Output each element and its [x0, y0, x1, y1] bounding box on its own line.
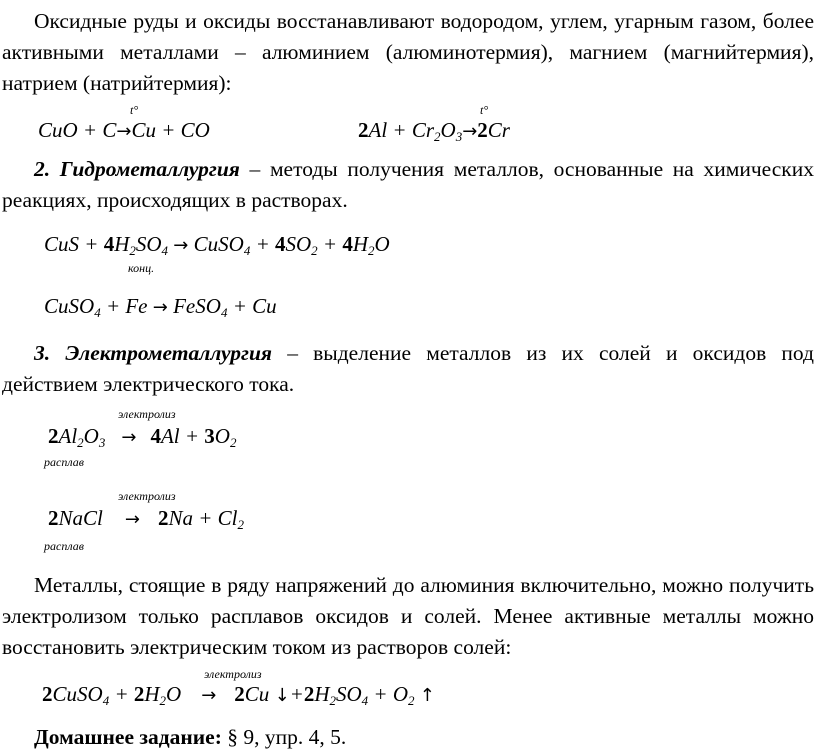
- homework-line: Домашнее задание: § 9, упр. 4, 5.: [34, 725, 347, 749]
- condition-heat-1: t°: [130, 103, 139, 117]
- arrow-icon: →: [201, 685, 217, 706]
- paragraph-electrometallurgy: 3. Электрометаллургия – выделение металлов из их солей и оксидов под действием электрического тока.: [2, 341, 814, 396]
- arrow-down-icon: ↓: [274, 685, 290, 706]
- note-concentrated: конц.: [128, 261, 155, 275]
- condition-electrolysis-2: электролиз: [118, 489, 176, 503]
- arrow-icon: →: [116, 121, 132, 142]
- arrow-icon: →: [124, 509, 140, 530]
- equation-nacl-electrolysis: 2NaCl → $2Na + Cl_2$: [48, 506, 244, 532]
- equation-cuso4-h2o-electrolysis: 2CuSO$_4$ + $2H_2O \to 2Cu$ $↓+2H_2SO_4 + O_2$ ↑: [42, 682, 435, 708]
- equation-al2o3-electrolysis: $2Al_2O_3 \to 4Al + 3O_2$: [48, 424, 237, 450]
- arrow-icon: →: [462, 121, 478, 142]
- section-title-hydrometallurgy: 2. Гидрометаллургия: [34, 157, 240, 181]
- condition-electrolysis-1: электролиз: [118, 407, 176, 421]
- condition-electrolysis-3: электролиз: [204, 667, 262, 681]
- equation-al-cr2o3: $2Al + Cr_2O_3\to 2Cr$: [358, 118, 510, 144]
- section-title-electrometallurgy: 3. Электрометаллургия: [34, 341, 272, 365]
- paragraph-hydrometallurgy: 2. Гидрометаллургия – методы получения металлов, основанные на химических реакциях, происходящих в растворах.: [2, 157, 814, 212]
- arrow-icon: →: [173, 235, 189, 256]
- equation-cuso4-fe: CuSO$_4$ + Fe → FeSO$_4$ + Cu: [44, 294, 277, 320]
- note-melt-2: расплав: [44, 539, 84, 553]
- arrow-icon: →: [152, 297, 168, 318]
- paragraph-electrolysis-solutions: Металлы, стоящие в ряду напряжений до алюминия включительно, можно получить электролизом только расплавов оксидов и солей. Менее активные металлы можно восстановить электрическим током из растворов солей:: [2, 573, 814, 659]
- arrow-icon: →: [121, 427, 137, 448]
- equation-cus-h2so4: CuS + $4H_2SO_4$ → CuSO$_4$ + $4SO_2 + 4H_2O$: [44, 232, 390, 258]
- equation-cuo-c: CuO + C→Cu + CO: [38, 118, 210, 142]
- paragraph-reduction: Оксидные руды и оксиды восстанавливают водородом, углем, угарным газом, более активными металлами – алюминием (алюминотермия), магнием (магнийтермия), натрием (натрийтермия):: [2, 9, 814, 95]
- arrow-up-icon: ↑: [419, 685, 435, 706]
- condition-heat-2: t°: [480, 103, 489, 117]
- homework-label: Домашнее задание:: [34, 725, 222, 749]
- note-melt-1: расплав: [44, 455, 84, 469]
